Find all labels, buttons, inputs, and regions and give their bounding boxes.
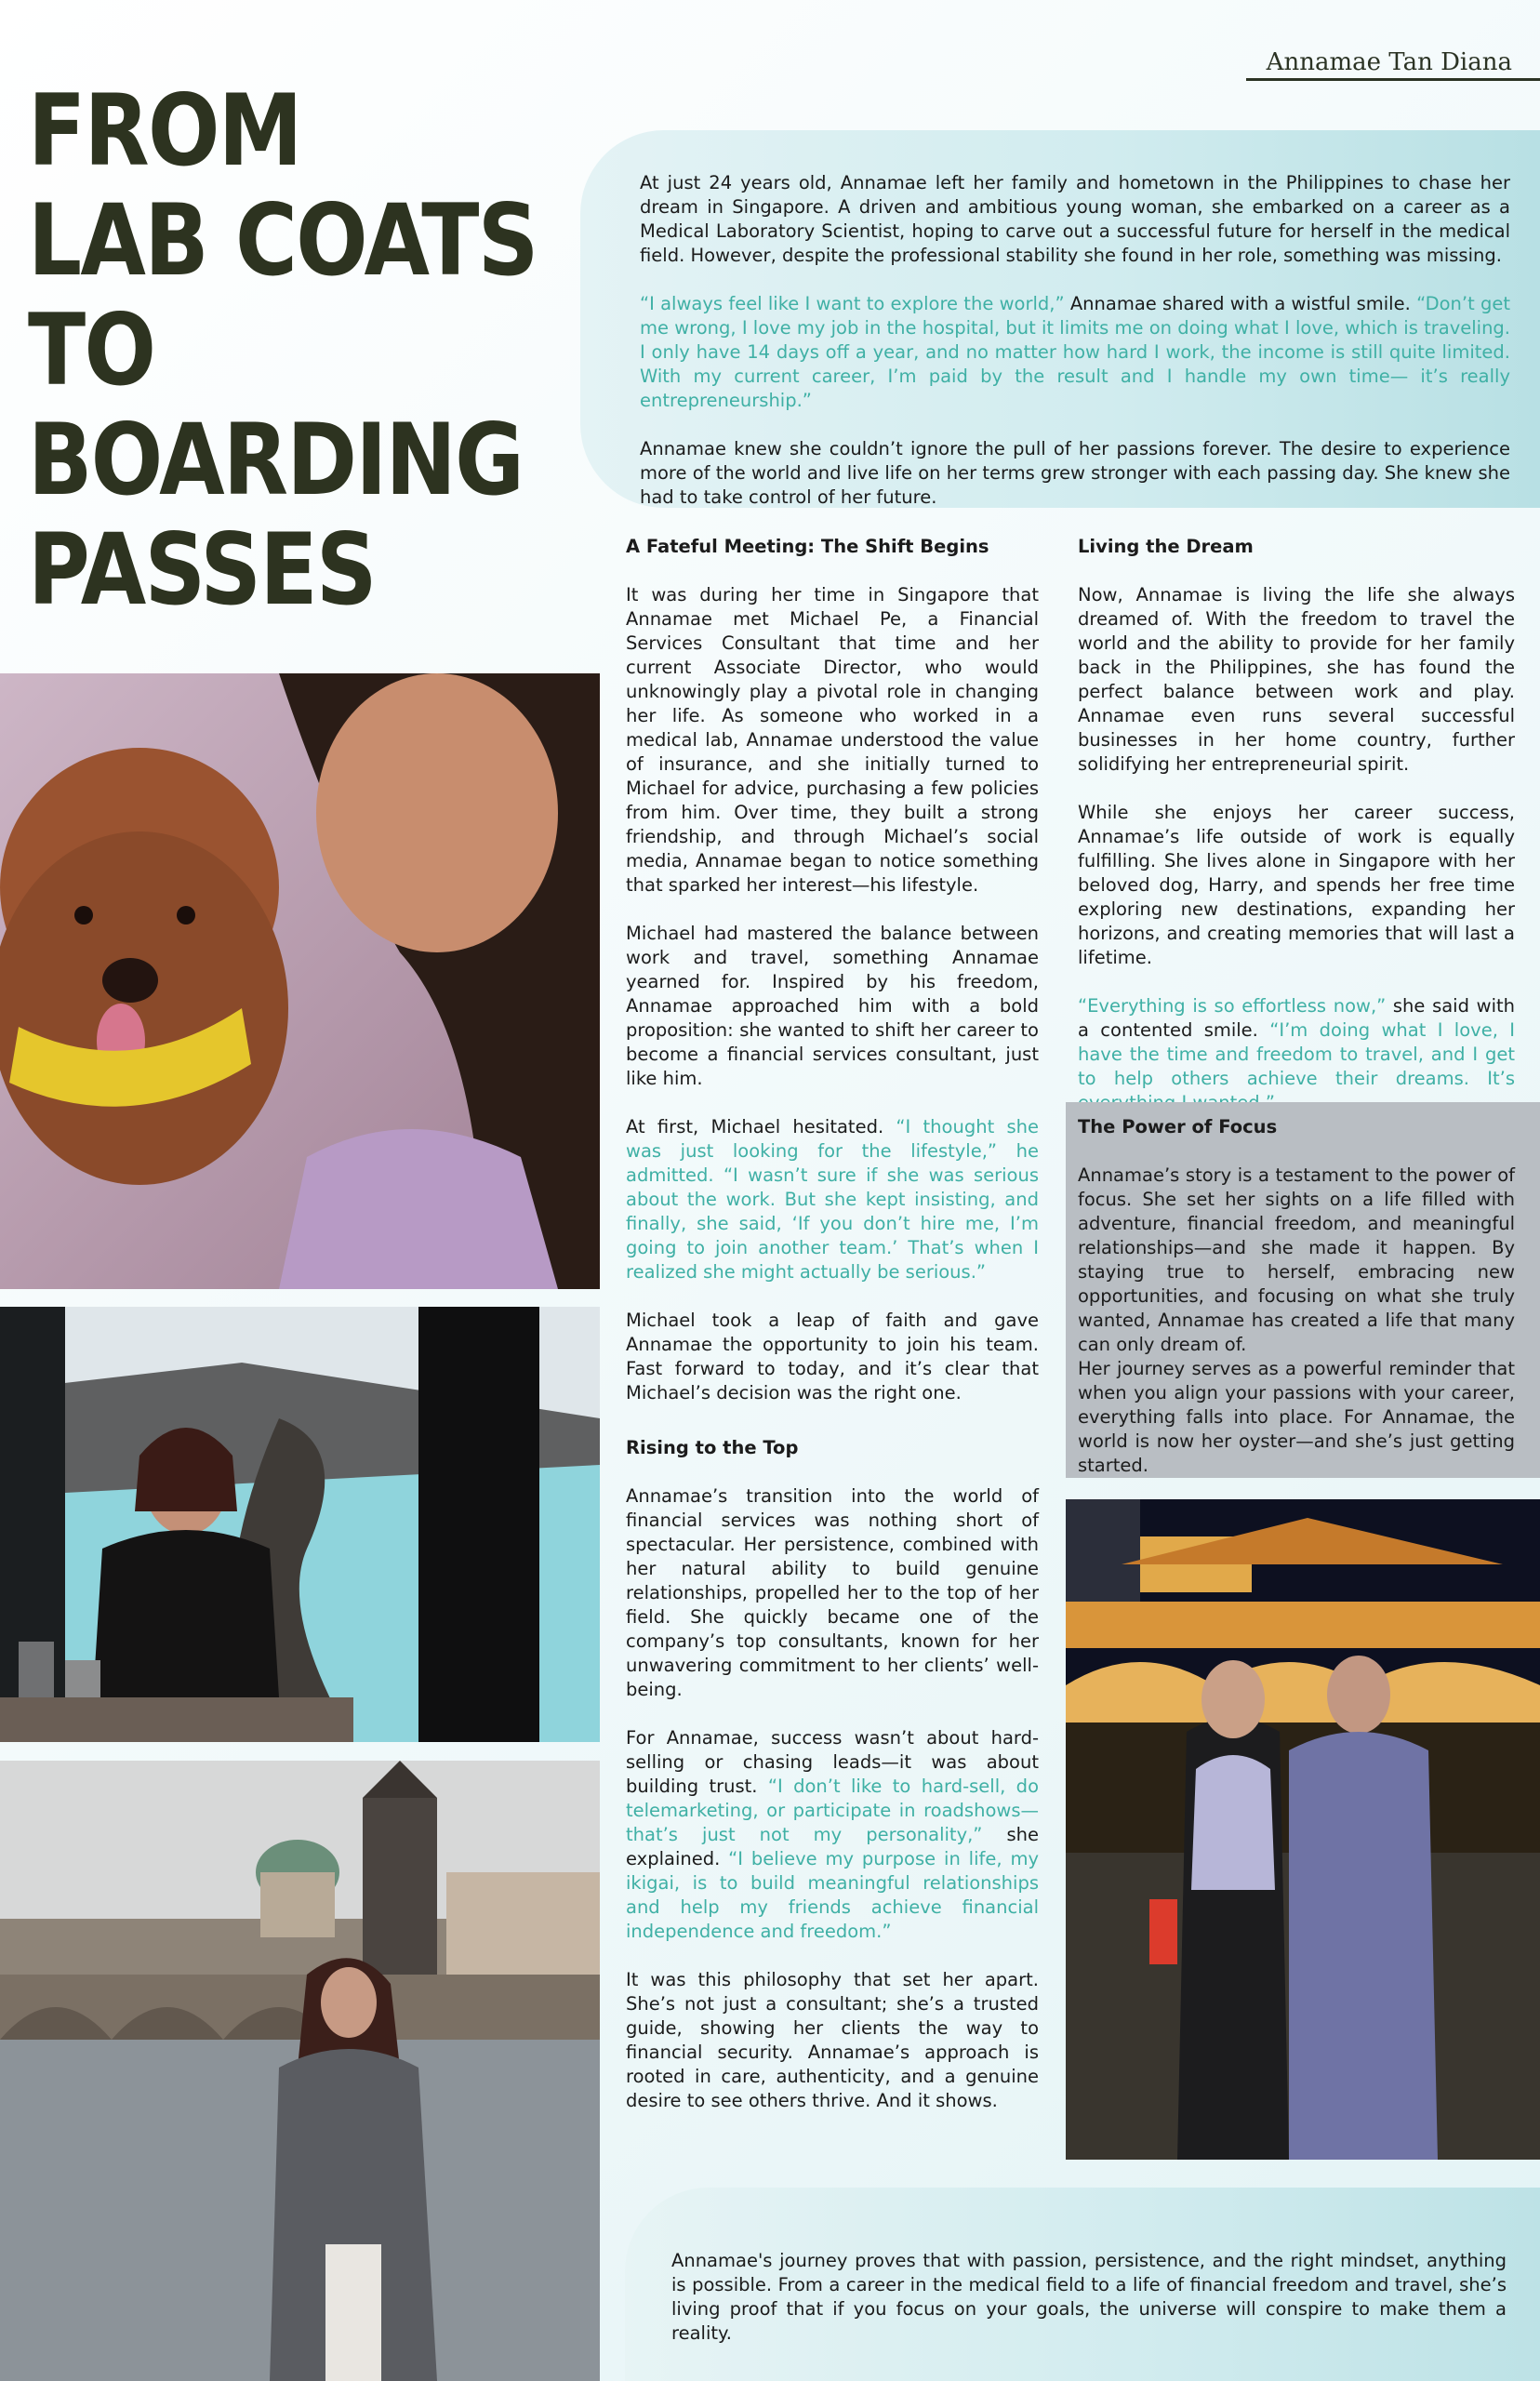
quote: “Everything is so effortless now,” bbox=[1078, 995, 1387, 1017]
intro-text: Annamae shared with a wistful smile. bbox=[1064, 293, 1417, 314]
paragraph: Her journey serves as a powerful reminder that when you align your passions with your career, everything falls into place. For Annamae, the world is now her oyster—and she’s just getting started. bbox=[1078, 1358, 1515, 1476]
page-title bbox=[28, 73, 538, 627]
column-middle bbox=[626, 535, 1039, 1430]
title-line: LAB COATS bbox=[28, 183, 538, 298]
quote: “I wasn’t sure if she was serious about the work. But she kept insisting, and finally, she said, ‘If you don’t hire me, I’m going to join another team.’ That’s when I realized she might actually be serious.” bbox=[626, 1164, 1039, 1283]
prague-photo-illustration bbox=[0, 1761, 600, 2381]
paragraph bbox=[626, 1115, 1039, 1284]
quote: “I don’t like to hard-sell, do telemarketing, or participate in roadshows—that’s just not my personality,” bbox=[626, 1776, 1039, 1845]
paragraph-text: she explained. bbox=[626, 1824, 1039, 1869]
lagoon-photo-illustration bbox=[0, 1307, 600, 1742]
paragraph: Annamae’s story is a testament to the power of focus. She set her sights on a life filled with adventure, financial freedom, and meaningful relationships—and she made it happen. By staying true to herself, embracing new opportunities, and focusing on what she truly wanted, Annamae has created a life that many can only dream of. bbox=[1078, 1164, 1515, 1355]
intro-panel bbox=[580, 130, 1540, 508]
paragraph: While she enjoys her career success, Annamae’s life outside of work is equally fulfilling. She lives alone in Singapore with her beloved dog, Harry, and spends her free time exploring new destinations, expanding her horizons, and creating memories that will last a lifetime. bbox=[1078, 802, 1515, 968]
paragraph-text: she said with a contented smile. bbox=[1078, 995, 1515, 1041]
paragraph: It was during her time in Singapore that Annamae met Michael Pe, a Financial Services Consultant that time and her current Associate Director, who would unknowingly play a pivotal role in changing her life. As someone who worked in a medical lab, Annamae understood the value of insurance, and she initially turned to Michael for advice, purchasing a few policies from him. Over time, they built a strong friendship, and through Michael’s social media, Annamae began to notice something that sparked her interest—his lifestyle. bbox=[626, 584, 1039, 896]
section-heading: Rising to the Top bbox=[626, 1437, 799, 1458]
title-line: BOARDING bbox=[28, 403, 524, 517]
title-line: PASSES bbox=[28, 512, 376, 627]
title-line: FROM bbox=[28, 73, 301, 188]
paragraph bbox=[626, 1726, 1039, 1944]
column-right bbox=[1078, 535, 1515, 1139]
intro-paragraph: At just 24 years old, Annamae left her family and hometown in the Philippines to chase her dream in Singapore. A driven and ambitious young woman, she embarked on a career as a Medical Laboratory Scientist, hoping to carve out a successful future for herself in the medical field. However, despite the professional stability she found in her role, something was missing. bbox=[640, 172, 1510, 266]
quote: “I believe my purpose in life, my ikigai, is to build meaningful relationships and help my friends achieve financial independence and freedom.” bbox=[626, 1848, 1039, 1942]
intro-paragraph bbox=[640, 292, 1510, 413]
photo-prague bbox=[0, 1761, 600, 2381]
paragraph-text: At first, Michael hesitated. bbox=[626, 1116, 896, 1137]
quote: “I’m doing what I love, I have the time and freedom to travel, and I get to help others achieve their dreams. It’s bbox=[1078, 1019, 1515, 1089]
paragraph: It was this philosophy that set her apart. She’s not just a consultant; she’s a trusted guide, showing her clients the way to financial security. Annamae’s approach is rooted in care, authenticity, and a genuine desire to see others thrive. And it shows. bbox=[626, 1969, 1039, 2111]
author-byline: Annamae Tan Diana bbox=[1246, 48, 1540, 81]
quote: “Don’t get me wrong, I love my job in the hospital, but it limits me on doing what I love, which is traveling. I only have 14 days off a year, and no matter how hard I work, the income is still quite limited. With my current career, I’m paid by the result and I handle my own time— it’s really entrepreneurship.” bbox=[640, 293, 1510, 411]
photo-dog bbox=[0, 673, 600, 1289]
section-heading: The Power of Focus bbox=[1078, 1116, 1278, 1137]
paragraph: Annamae’s transition into the world of financial services was nothing short of spectacular. Her persistence, combined with her natural ability to build genuine relationships, propelled her to the top of her field. She quickly became one of the company’s top consultants, known for her unwavering commitment to her clients’ well-being. bbox=[626, 1485, 1039, 1700]
quote: “I thought she was just looking for the lifestyle,” bbox=[626, 1116, 1039, 1162]
photo-night-bridge bbox=[1066, 1499, 1540, 2160]
title-line: TO bbox=[28, 293, 155, 407]
paragraph-text: For Annamae, success wasn’t about hard-selling or chasing leads—it was about building trust. bbox=[626, 1727, 1039, 1797]
dog-photo-illustration bbox=[0, 673, 600, 1289]
outro-panel: Annamae's journey proves that with passion, persistence, and the right mindset, anything is possible. From a career in the medical field to a life of financial freedom and travel, she’s living proof that if you focus on your goals, the universe will conspire to make them a reality. bbox=[625, 2188, 1540, 2381]
night-photo-illustration bbox=[1066, 1499, 1540, 2160]
section-heading: Living the Dream bbox=[1078, 536, 1254, 557]
intro-paragraph: Annamae knew she couldn’t ignore the pull of her passions forever. The desire to experience more of the world and live life on her terms grew stronger with each passing day. She knew she had to take control of her future. bbox=[640, 438, 1510, 508]
column-middle-lower bbox=[626, 1436, 1039, 2137]
paragraph bbox=[1078, 994, 1515, 1115]
column-focus bbox=[1078, 1115, 1515, 1502]
paragraph: Now, Annamae is living the life she always dreamed of. With the freedom to travel the world and the ability to provide for her family back in the Philippines, she has found the perfect balance between work and play. Annamae even runs several successful businesses in her home country, further solidifying her entrepreneurial spirit. bbox=[1078, 584, 1515, 775]
paragraph: Michael had mastered the balance between work and travel, something Annamae yearned for. Inspired by his freedom, Annamae approached him with a bold proposition: she wanted to shift her career to become a financial services consultant, just like him. bbox=[626, 923, 1039, 1089]
section-heading: A Fateful Meeting: The Shift Begins bbox=[626, 536, 989, 557]
photo-lagoon bbox=[0, 1307, 600, 1742]
quote-attribution: he admitted. bbox=[626, 1140, 1039, 1186]
quote: “I always feel like I want to explore the world,” bbox=[640, 293, 1065, 314]
paragraph: Michael took a leap of faith and gave Annamae the opportunity to join his team. Fast forward to today, and it’s clear that Michael’s decision was the right one. bbox=[626, 1310, 1039, 1403]
